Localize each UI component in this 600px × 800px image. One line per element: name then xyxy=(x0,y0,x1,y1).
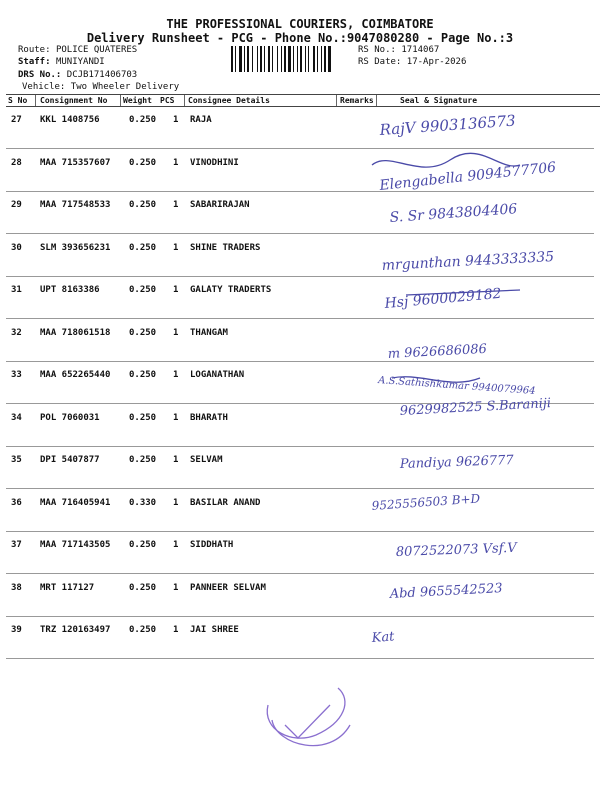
table-row xyxy=(0,532,600,574)
barcode-bar xyxy=(277,46,278,72)
row-consignee: BHARATH xyxy=(190,412,228,423)
table-row xyxy=(0,192,600,234)
row-consignee: JAI SHREE xyxy=(190,625,239,635)
row-consignment-no: MRT 117127 xyxy=(40,582,95,593)
signature: Pandiya 9626777 xyxy=(399,453,514,472)
row-sno: 37 xyxy=(11,540,22,550)
row-pcs: 1 xyxy=(173,370,179,380)
row-consignee: SIDDHATH xyxy=(190,540,234,550)
row-weight: 0.250 xyxy=(129,582,157,593)
rs-date-value: 17-Apr-2026 xyxy=(406,57,467,67)
rs-no-value: 1714067 xyxy=(401,45,440,55)
vehicle-label: Vehicle: xyxy=(22,82,66,92)
row-sno: 34 xyxy=(11,412,22,423)
rs-no-label: RS No.: xyxy=(358,45,396,55)
runsheet-subtitle: Delivery Runsheet - PCG - Phone No.:9047080280 - Page No.:3 xyxy=(86,31,514,45)
signature: 8072522073 Vsf.V xyxy=(395,540,517,560)
row-consignment-no: MAA 717548533 xyxy=(40,200,111,210)
row-pcs: 1 xyxy=(173,540,179,550)
staff-label: Staff: xyxy=(18,57,51,67)
table-row xyxy=(0,150,600,192)
row-consignment-no: DPI 5407877 xyxy=(40,455,100,465)
row-pcs: 1 xyxy=(173,455,179,465)
row-weight: 0.250 xyxy=(129,115,157,125)
row-weight: 0.250 xyxy=(129,200,157,210)
signature: Kat xyxy=(371,629,395,646)
route-line xyxy=(18,45,137,56)
barcode-bar xyxy=(308,46,309,72)
barcode-bar xyxy=(328,46,331,72)
row-consignment-no: MAA 715357607 xyxy=(40,157,111,168)
row-consignee: SELVAM xyxy=(190,455,223,465)
rs-no-line xyxy=(358,45,439,56)
col-sno: S No xyxy=(8,96,28,105)
col-pcs: PCS xyxy=(160,96,175,105)
row-consignment-no: MAA 716405941 xyxy=(40,497,111,508)
table-row xyxy=(0,107,600,149)
company-title: THE PROFESSIONAL COURIERS, COIMBATORE xyxy=(166,17,434,31)
barcode-bar xyxy=(268,46,270,72)
barcode-bar xyxy=(252,46,253,72)
row-sno: 31 xyxy=(11,285,22,295)
row-weight: 0.250 xyxy=(129,412,157,423)
tick-stamp-icon xyxy=(267,688,345,738)
row-consignment-no: UPT 8163386 xyxy=(40,285,100,295)
row-consignee: SABARIRAJAN xyxy=(190,200,250,210)
row-sno: 29 xyxy=(11,200,22,210)
barcode-bar xyxy=(281,46,282,72)
row-weight: 0.250 xyxy=(129,285,157,295)
barcode-bar xyxy=(288,46,291,72)
row-sno: 35 xyxy=(11,455,22,465)
row-weight: 0.250 xyxy=(129,540,157,550)
row-rule xyxy=(6,658,594,659)
barcode-bar xyxy=(244,46,245,72)
barcode-bar xyxy=(297,46,298,72)
table-row xyxy=(0,362,600,404)
signature: Hsj 9600029182 xyxy=(383,285,503,312)
row-consignee: BASILAR ANAND xyxy=(190,497,261,508)
row-consignment-no: TRZ 120163497 xyxy=(40,625,111,635)
signature: RajV 9903136573 xyxy=(379,111,517,139)
row-pcs: 1 xyxy=(173,327,179,338)
table-row xyxy=(0,405,600,447)
barcode-bar xyxy=(260,46,262,72)
row-sno: 33 xyxy=(11,370,22,380)
barcode-bar xyxy=(305,46,306,72)
drs-label: DRS No.: xyxy=(18,70,62,80)
row-pcs: 1 xyxy=(173,412,179,423)
row-pcs: 1 xyxy=(173,157,179,168)
row-weight: 0.250 xyxy=(129,157,157,168)
row-sno: 36 xyxy=(11,497,22,508)
col-weight: Weight xyxy=(123,96,152,105)
table-row xyxy=(0,320,600,362)
row-sno: 32 xyxy=(11,327,22,338)
table-row xyxy=(0,447,600,489)
rs-date-line xyxy=(358,57,466,68)
vehicle-line xyxy=(22,82,179,93)
row-consignee: SHINE TRADERS xyxy=(190,242,261,253)
row-consignee: GALATY TRADERTS xyxy=(190,285,272,295)
row-consignee: RAJA xyxy=(190,115,212,125)
row-consignment-no: MAA 717143505 xyxy=(40,540,111,550)
barcode-bar xyxy=(235,46,236,72)
row-consignment-no: KKL 1408756 xyxy=(40,115,100,125)
row-weight: 0.250 xyxy=(129,370,157,380)
barcode-bar xyxy=(321,46,322,72)
table-row xyxy=(0,490,600,532)
row-pcs: 1 xyxy=(173,285,179,295)
barcode-bar xyxy=(264,46,265,72)
vehicle-value: Two Wheeler Delivery xyxy=(70,82,180,92)
signature: Abd 9655542523 xyxy=(389,581,503,602)
barcode-bar xyxy=(300,46,302,72)
row-pcs: 1 xyxy=(173,497,179,508)
table-row xyxy=(0,277,600,319)
row-weight: 0.250 xyxy=(129,625,157,635)
row-sno: 28 xyxy=(11,157,22,168)
barcode-bar xyxy=(247,46,249,72)
row-pcs: 1 xyxy=(173,625,179,635)
route-label: Route: xyxy=(18,45,51,55)
staff-value: MUNIYANDI xyxy=(55,57,105,67)
row-pcs: 1 xyxy=(173,582,179,593)
signature: m 9626686086 xyxy=(387,341,488,362)
signature: mrgunthan 9443333335 xyxy=(381,248,555,274)
signature: 9629982525 S.Baraniji xyxy=(399,396,552,419)
row-consignee: LOGANATHAN xyxy=(190,370,245,380)
table-row xyxy=(0,575,600,617)
col-consignee: Consignee Details xyxy=(188,96,270,105)
barcode-icon xyxy=(230,46,356,72)
rs-date-label: RS Date: xyxy=(358,57,402,67)
row-sno: 38 xyxy=(11,582,22,593)
tick-stamp-icon xyxy=(272,720,350,746)
barcode-bar xyxy=(313,46,315,72)
signature: S. Sr 9843804406 xyxy=(389,201,518,226)
staff-line xyxy=(18,57,105,68)
signature: Elengabella 9094577706 xyxy=(378,159,557,194)
row-consignment-no: SLM 393656231 xyxy=(40,242,111,253)
barcode-bar xyxy=(239,46,242,72)
row-sno: 30 xyxy=(11,242,22,253)
barcode-bar xyxy=(317,46,318,72)
row-weight: 0.330 xyxy=(129,497,157,508)
signature: A.S.Sathishkumar 9940079964 xyxy=(377,375,536,397)
tick-stamp-icon xyxy=(285,705,330,738)
barcode-bar xyxy=(257,46,258,72)
row-weight: 0.250 xyxy=(129,327,157,338)
barcode-bar xyxy=(293,46,294,72)
row-consignment-no: POL 7060031 xyxy=(40,412,100,423)
barcode-bar xyxy=(324,46,326,72)
row-consignee: THANGAM xyxy=(190,327,228,338)
route-value: POLICE QUATERES xyxy=(55,45,138,55)
barcode-bar xyxy=(284,46,286,72)
drs-line xyxy=(18,70,137,81)
row-pcs: 1 xyxy=(173,200,179,210)
row-consignee: VINODHINI xyxy=(190,157,239,168)
row-weight: 0.250 xyxy=(129,455,157,465)
barcode-bar xyxy=(231,46,233,72)
col-seal: Seal & Signature xyxy=(400,96,478,105)
row-consignment-no: MAA 718061518 xyxy=(40,327,111,338)
table-row xyxy=(0,235,600,277)
table-row xyxy=(0,617,600,659)
row-sno: 27 xyxy=(11,115,22,125)
col-remarks: Remarks xyxy=(340,96,374,105)
drs-value: DCJB171406703 xyxy=(66,70,138,80)
row-pcs: 1 xyxy=(173,242,179,253)
row-sno: 39 xyxy=(11,625,22,635)
row-consignment-no: MAA 652265440 xyxy=(40,370,111,380)
row-pcs: 1 xyxy=(173,115,179,125)
col-consignment: Consignment No xyxy=(40,96,108,105)
barcode-bar xyxy=(272,46,273,72)
signature: 9525556503 B+D xyxy=(371,491,481,513)
row-weight: 0.250 xyxy=(129,242,157,253)
row-consignee: PANNEER SELVAM xyxy=(190,582,266,593)
